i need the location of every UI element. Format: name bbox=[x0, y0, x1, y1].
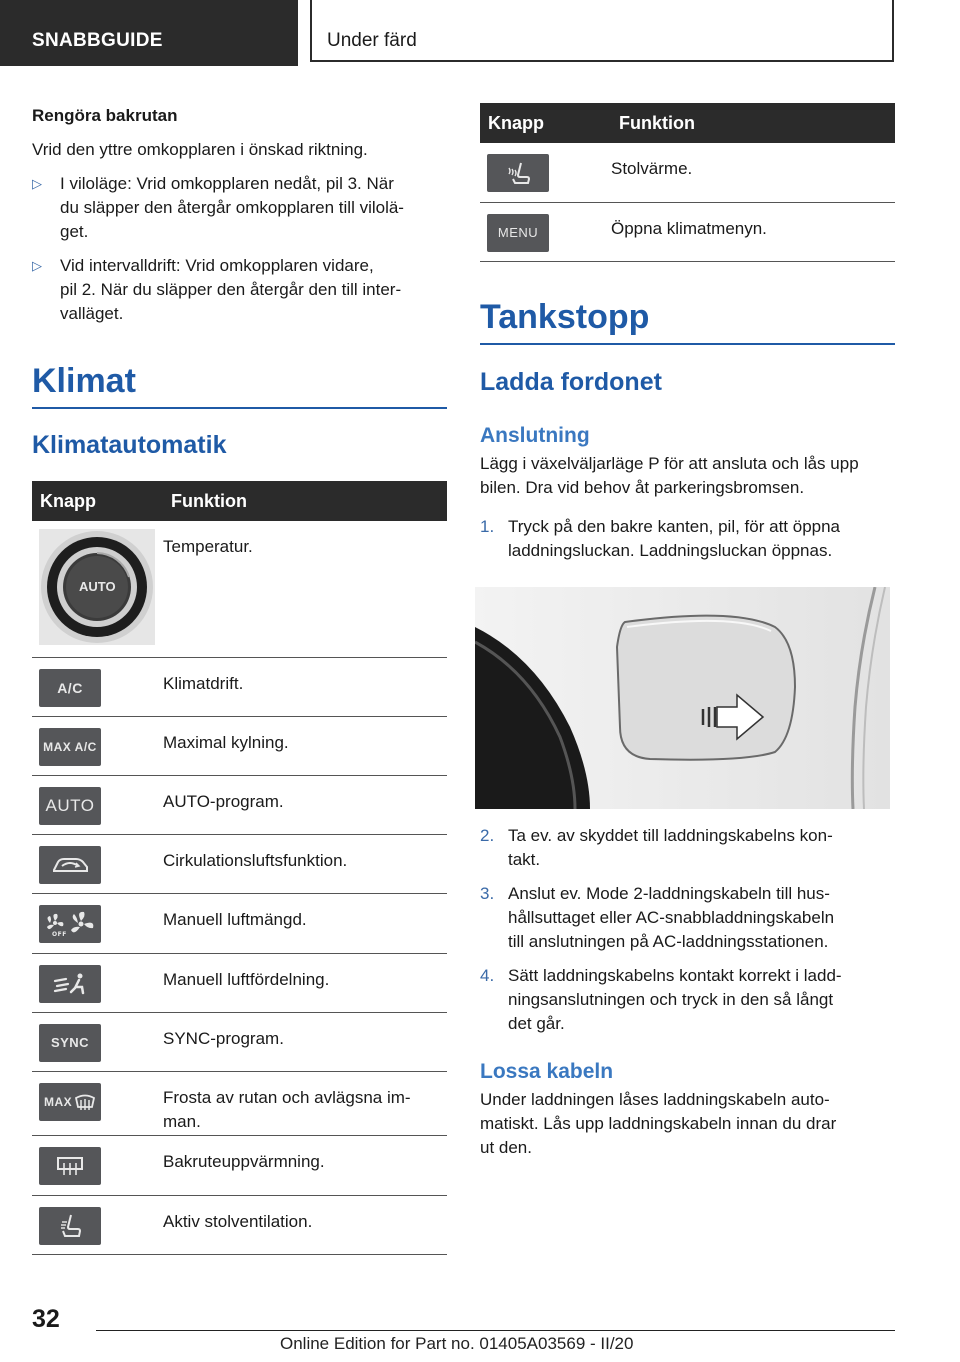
lossa-kabeln-heading: Lossa kabeln bbox=[480, 1060, 614, 1083]
function-text: Manuell luftfördelning. bbox=[163, 969, 330, 989]
ladda-fordonet-heading: Ladda fordonet bbox=[480, 368, 662, 396]
table-row bbox=[480, 143, 895, 202]
header-tab bbox=[0, 0, 298, 66]
table-row bbox=[32, 1071, 447, 1135]
function-text: Manuell luftmängd. bbox=[163, 909, 307, 929]
release-section bbox=[480, 1060, 900, 1160]
table-row bbox=[32, 716, 447, 775]
table-row bbox=[32, 1195, 447, 1254]
bullet-line: get. bbox=[60, 222, 89, 241]
function-text: Öppna klimatmenyn. bbox=[611, 218, 767, 238]
column-header-funktion: Funktion bbox=[611, 103, 895, 143]
connection-steps bbox=[480, 824, 900, 1036]
seat-heating-icon bbox=[487, 154, 549, 192]
header-section-label: Under färd bbox=[327, 30, 417, 51]
table-row bbox=[32, 893, 447, 953]
list-item bbox=[480, 882, 900, 954]
function-text: Stolvärme. bbox=[611, 159, 693, 178]
table-row bbox=[32, 1135, 447, 1195]
step-number: 2. bbox=[480, 826, 495, 845]
step-line: takt. bbox=[508, 850, 541, 869]
dial-label: AUTO bbox=[79, 579, 116, 594]
table-row bbox=[32, 775, 447, 834]
bullet-line: I viloläge: Vrid omkopplaren nedåt, pil 3. När bbox=[60, 174, 394, 193]
function-text: AUTO-program. bbox=[163, 791, 284, 811]
column-header-knapp: Knapp bbox=[32, 481, 163, 521]
step-line: hållsuttaget eller AC-snabbladdningskabeln bbox=[508, 908, 835, 927]
klimatautomatik-heading: Klimatautomatik bbox=[32, 431, 227, 459]
klimat-heading: Klimat bbox=[32, 362, 447, 409]
column-header-funktion: Funktion bbox=[163, 481, 447, 521]
header-tab-label: SNABBGUIDE bbox=[32, 30, 163, 51]
step-line: det går. bbox=[508, 1014, 565, 1033]
step-line: ningsanslutningen och tryck in den så långt bbox=[508, 990, 834, 1009]
step-line: till anslutningen på AC-laddningsstationen. bbox=[508, 932, 829, 951]
function-text: Klimatdrift. bbox=[163, 673, 244, 693]
table-row bbox=[32, 657, 447, 716]
table-row bbox=[32, 834, 447, 893]
rear-window-intro: Vrid den yttre omkopplaren i önskad riktning. bbox=[32, 140, 368, 159]
step-number: 4. bbox=[480, 966, 495, 985]
table-row bbox=[32, 1012, 447, 1071]
recirculation-icon bbox=[39, 846, 101, 884]
header-section bbox=[310, 0, 894, 62]
bullet-line: Vid intervalldrift: Vrid omkopplaren vidare, bbox=[60, 256, 374, 275]
tankstopp-heading: Tankstopp bbox=[480, 298, 895, 345]
charging-flap-illustration bbox=[475, 587, 890, 809]
table-row bbox=[480, 202, 895, 261]
bullet-line: pil 2. När du släpper den återgår den till inter- bbox=[60, 280, 402, 299]
function-text: Aktiv stolventilation. bbox=[163, 1211, 313, 1231]
rear-window-section bbox=[32, 104, 447, 326]
triangle-bullet-icon: ▷ bbox=[32, 258, 42, 273]
fan-icon bbox=[39, 905, 101, 943]
function-text: SYNC-program. bbox=[163, 1028, 284, 1048]
max-ac-button-icon: MAX A/C bbox=[39, 728, 101, 766]
step-number: 1. bbox=[480, 517, 495, 536]
connection-text: Lägg i växelväljarläge P för att ansluta och lås upp bilen. Dra vid behov åt parkeringsbromsen. bbox=[480, 454, 859, 497]
temperature-dial-icon bbox=[39, 529, 155, 645]
table-header-row bbox=[32, 481, 447, 521]
climate-controls-table-continued bbox=[480, 103, 895, 262]
seat-ventilation-icon bbox=[39, 1207, 101, 1245]
menu-button-icon: MENU bbox=[487, 214, 549, 252]
max-label: MAX bbox=[43, 1094, 73, 1109]
step-line: Ta ev. av skyddet till laddningskabelns kon- bbox=[508, 826, 833, 845]
column-header-knapp: Knapp bbox=[480, 103, 611, 143]
triangle-bullet-icon: ▷ bbox=[32, 176, 42, 191]
page-number: 32 bbox=[32, 1305, 60, 1333]
bullet-line: du släpper den återgår omkopplaren till vilolä- bbox=[60, 198, 404, 217]
function-text: Frosta av rutan och avlägsna im- bbox=[163, 1087, 411, 1107]
function-text: Cirkulationsluftsfunktion. bbox=[163, 850, 348, 870]
release-text: Under laddningen låses laddningskabeln auto- matiskt. Lås upp laddningskabeln innan du drar ut den. bbox=[480, 1090, 837, 1157]
footer-edition-text: Online Edition for Part no. 01405A03569 - II/20 bbox=[280, 1334, 634, 1353]
air-distribution-icon bbox=[39, 965, 101, 1003]
list-item bbox=[32, 172, 447, 244]
list-item bbox=[480, 964, 900, 1036]
step-line: Tryck på den bakre kanten, pil, för att öppna bbox=[508, 517, 841, 536]
table-header-row bbox=[480, 103, 895, 143]
rear-defrost-icon bbox=[39, 1147, 101, 1185]
sync-button-icon: SYNC bbox=[39, 1024, 101, 1062]
ac-button-icon: A/C bbox=[39, 669, 101, 707]
function-text: Bakruteuppvärmning. bbox=[163, 1151, 325, 1171]
list-item bbox=[32, 254, 447, 326]
step-line: Sätt laddningskabelns kontakt korrekt i ladd- bbox=[508, 966, 842, 985]
function-text: man. bbox=[163, 1111, 201, 1131]
step-line: Anslut ev. Mode 2-laddningskabeln till hus- bbox=[508, 884, 830, 903]
table-row bbox=[32, 953, 447, 1012]
max-defrost-icon bbox=[39, 1083, 101, 1121]
auto-button-icon: AUTO bbox=[39, 787, 101, 825]
step-line: laddningsluckan. Laddningsluckan öppnas. bbox=[508, 541, 833, 560]
climate-controls-table bbox=[32, 481, 447, 1255]
anslutning-heading: Anslutning bbox=[480, 424, 590, 447]
list-item bbox=[480, 824, 900, 872]
step-number: 3. bbox=[480, 884, 495, 903]
function-text: Maximal kylning. bbox=[163, 732, 289, 752]
footer-divider bbox=[96, 1330, 895, 1331]
list-item bbox=[480, 515, 900, 563]
table-row bbox=[32, 521, 447, 657]
bullet-line: valläget. bbox=[60, 304, 124, 323]
rear-window-heading: Rengöra bakrutan bbox=[32, 106, 178, 125]
page-header bbox=[0, 0, 960, 66]
svg-text:OFF: OFF bbox=[52, 930, 67, 937]
function-text: Temperatur. bbox=[163, 537, 253, 556]
connection-section bbox=[480, 424, 900, 563]
